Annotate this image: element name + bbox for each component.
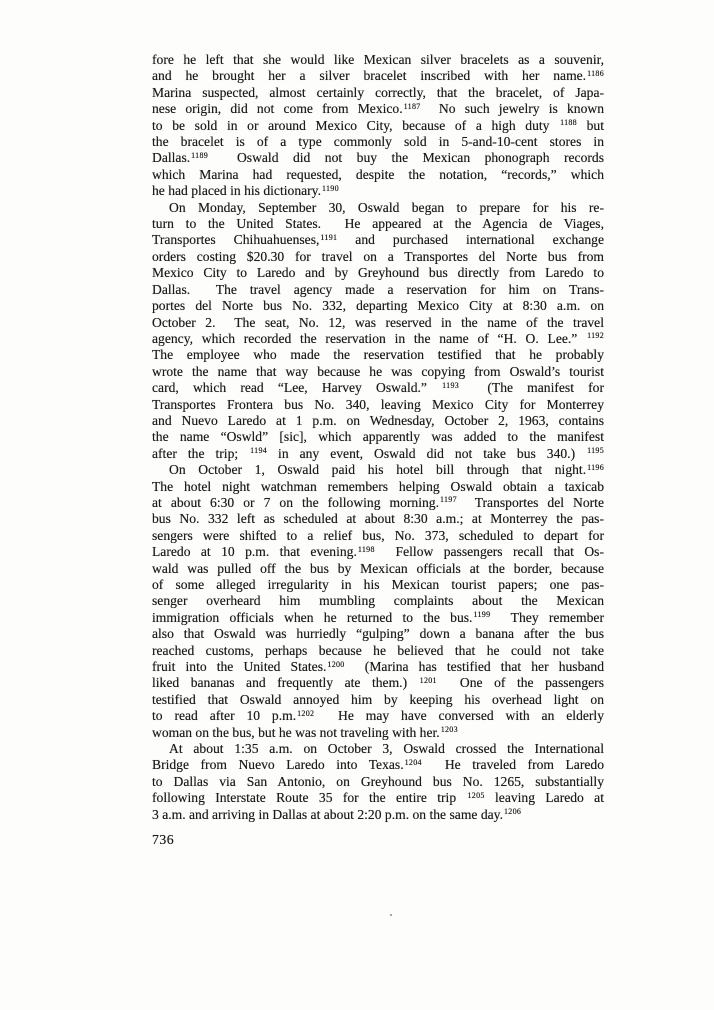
text-line: to read after 10 p.m.$^{1202}$ He may have conversed with an elderly	[152, 708, 604, 724]
paragraph	[152, 741, 604, 823]
text-line: wrote the name that way because he was copying from Oswald’s tourist	[152, 363, 604, 379]
text-line: and he brought her a silver bracelet inscribed with her name.$^{1186}$	[152, 68, 604, 84]
text-line: following Interstate Route 35 for the entire trip $^{1205}$ leaving Laredo at	[152, 790, 604, 806]
text-line: nese origin, did not come from Mexico.$^{1187}$ No such jewelry is known	[152, 101, 604, 117]
footnote-reference: 1198	[357, 544, 375, 554]
footnote-reference: 1204	[404, 757, 422, 767]
footnote-reference: 1190	[322, 183, 339, 193]
text-line: woman on the bus, but he was not traveling with her.$^{1203}$	[152, 724, 458, 740]
page-text-block	[152, 52, 604, 823]
text-line: Transportes Chihuahuenses,$^{1191}$ and purchased international exchange	[152, 232, 604, 248]
footnote-reference: 1200	[327, 659, 345, 669]
text-line: to be sold in or around Mexico City, because of a high duty $^{1188}$ but	[152, 117, 604, 133]
text-line: reached customs, perhaps because he believed that he could not take	[152, 642, 604, 658]
text-line: 3 a.m. and arriving in Dallas at about 2:20 p.m. on the same day.$^{1206}$	[152, 806, 522, 822]
text-line: portes del Norte bus No. 332, departing Mexico City at 8:30 a.m. on	[152, 298, 604, 314]
text-line: to Dallas via San Antonio, on Greyhound bus No. 1265, substantially	[152, 773, 604, 789]
text-line: The hotel night watchman remembers helping Oswald obtain a taxicab	[152, 478, 604, 494]
text-line: Marina suspected, almost certainly correctly, that the bracelet, of Japa-	[152, 84, 604, 100]
text-line: agency, which recorded the reservation in the name of “H. O. Lee.” $^{1192}$	[152, 330, 604, 346]
text-line: also that Oswald was hurriedly “gulping” down a banana after the bus	[152, 626, 604, 642]
paragraph	[152, 52, 604, 200]
footnote-reference: 1202	[297, 708, 315, 718]
text-line: which Marina had requested, despite the notation, “records,” which	[152, 166, 604, 182]
text-line: At about 1:35 a.m. on October 3, Oswald crossed the International	[169, 741, 604, 757]
text-line: turn to the United States. He appeared at the Agencia de Viages,	[152, 216, 604, 232]
page-number: 736	[152, 832, 175, 847]
text-line: bus No. 332 left as scheduled at about 8:30 a.m.; at Monterrey the pas-	[152, 511, 604, 527]
footnote-reference: 1197	[440, 495, 457, 505]
text-line: wald was pulled off the bus by Mexican officials at the border, because	[152, 560, 604, 576]
text-line: On October 1, Oswald paid his hotel bill through that night.$^{1196}$	[169, 462, 604, 478]
footnote-reference: 1205	[467, 790, 485, 800]
text-line: of some alleged irregularity in his Mexican tourist papers; one pas-	[152, 577, 604, 592]
footnote-reference: 1194	[250, 446, 268, 456]
text-line: senger overheard him mumbling complaints about the Mexican	[152, 593, 604, 609]
text-line: he had placed in his dictionary.$^{1190}$	[152, 183, 339, 199]
text-line: card, which read “Lee, Harvey Oswald.” $^{1193}$ (The manifest for	[152, 380, 605, 396]
text-line: fore he left that she would like Mexican silver bracelets as a souvenir,	[152, 52, 604, 67]
text-line: Transportes Frontera bus No. 340, leaving Mexico City for Monterrey	[152, 396, 604, 412]
footnote-reference: 1188	[560, 118, 577, 128]
paragraph	[152, 200, 604, 463]
text-line: The employee who made the reservation testified that he probably	[152, 347, 604, 363]
text-line: Laredo at 10 p.m. that evening.$^{1198}$ Fellow passengers recall that Os-	[152, 544, 604, 560]
text-line: after the trip; $^{1194}$ in any event, Oswald did not take bus 340.) $^{1195}$	[152, 445, 605, 461]
text-line: sengers were shifted to a relief bus, No. 373, scheduled to depart for	[152, 527, 604, 543]
footnote-reference: 1186	[587, 68, 604, 78]
text-line: Bridge from Nuevo Laredo into Texas.$^{1204}$ He traveled from Laredo	[152, 757, 604, 773]
text-line: immigration officials when he returned to the bus.$^{1199}$ They remember	[152, 609, 604, 625]
text-line: and Nuevo Laredo at 1 p.m. on Wednesday, October 2, 1963, contains	[152, 412, 604, 428]
footnote-reference: 1201	[419, 675, 437, 685]
scan-artifact-dot	[390, 914, 392, 916]
text-line: testified that Oswald annoyed him by keeping his overhead light on	[152, 691, 604, 707]
footnote-reference: 1203	[440, 725, 458, 735]
text-line: Dallas.$^{1189}$ Oswald did not buy the Mexican phonograph records	[152, 150, 604, 166]
footnote-reference: 1189	[191, 150, 209, 160]
footnote-reference: 1192	[587, 331, 604, 341]
footnote-reference: 1193	[442, 380, 460, 390]
text-line: October 2. The seat, No. 12, was reserved in the name of the travel	[152, 314, 604, 330]
paragraph	[152, 462, 604, 741]
text-line: liked bananas and frequently ate them.) $^{1201}$ One of the passengers	[152, 675, 604, 691]
footnote-reference: 1206	[503, 807, 522, 817]
text-line: Dallas. The travel agency made a reservation for him on Trans-	[152, 281, 604, 297]
footnote-reference: 1191	[320, 232, 338, 242]
footnote-reference: 1187	[403, 101, 421, 111]
text-line: fruit into the United States.$^{1200}$ (Marina has testified that her husband	[152, 659, 605, 675]
footnote-reference: 1195	[587, 446, 605, 456]
text-line: at about 6:30 or 7 on the following morning.$^{1197}$ Transportes del Norte	[152, 494, 604, 510]
text-line: orders costing $20.30 for travel on a Transportes del Norte bus from	[152, 248, 604, 264]
text-line: Mexico City to Laredo and by Greyhound bus directly from Laredo to	[152, 265, 604, 281]
footnote-reference: 1196	[587, 462, 604, 472]
footnote-reference: 1199	[473, 610, 491, 620]
text-line: On Monday, September 30, Oswald began to prepare for his re-	[169, 199, 604, 215]
text-line: the name “Oswld” [sic], which apparently was added to the manifest	[152, 429, 604, 445]
text-line: the bracelet is of a type commonly sold in 5-and-10-cent stores in	[152, 134, 604, 150]
